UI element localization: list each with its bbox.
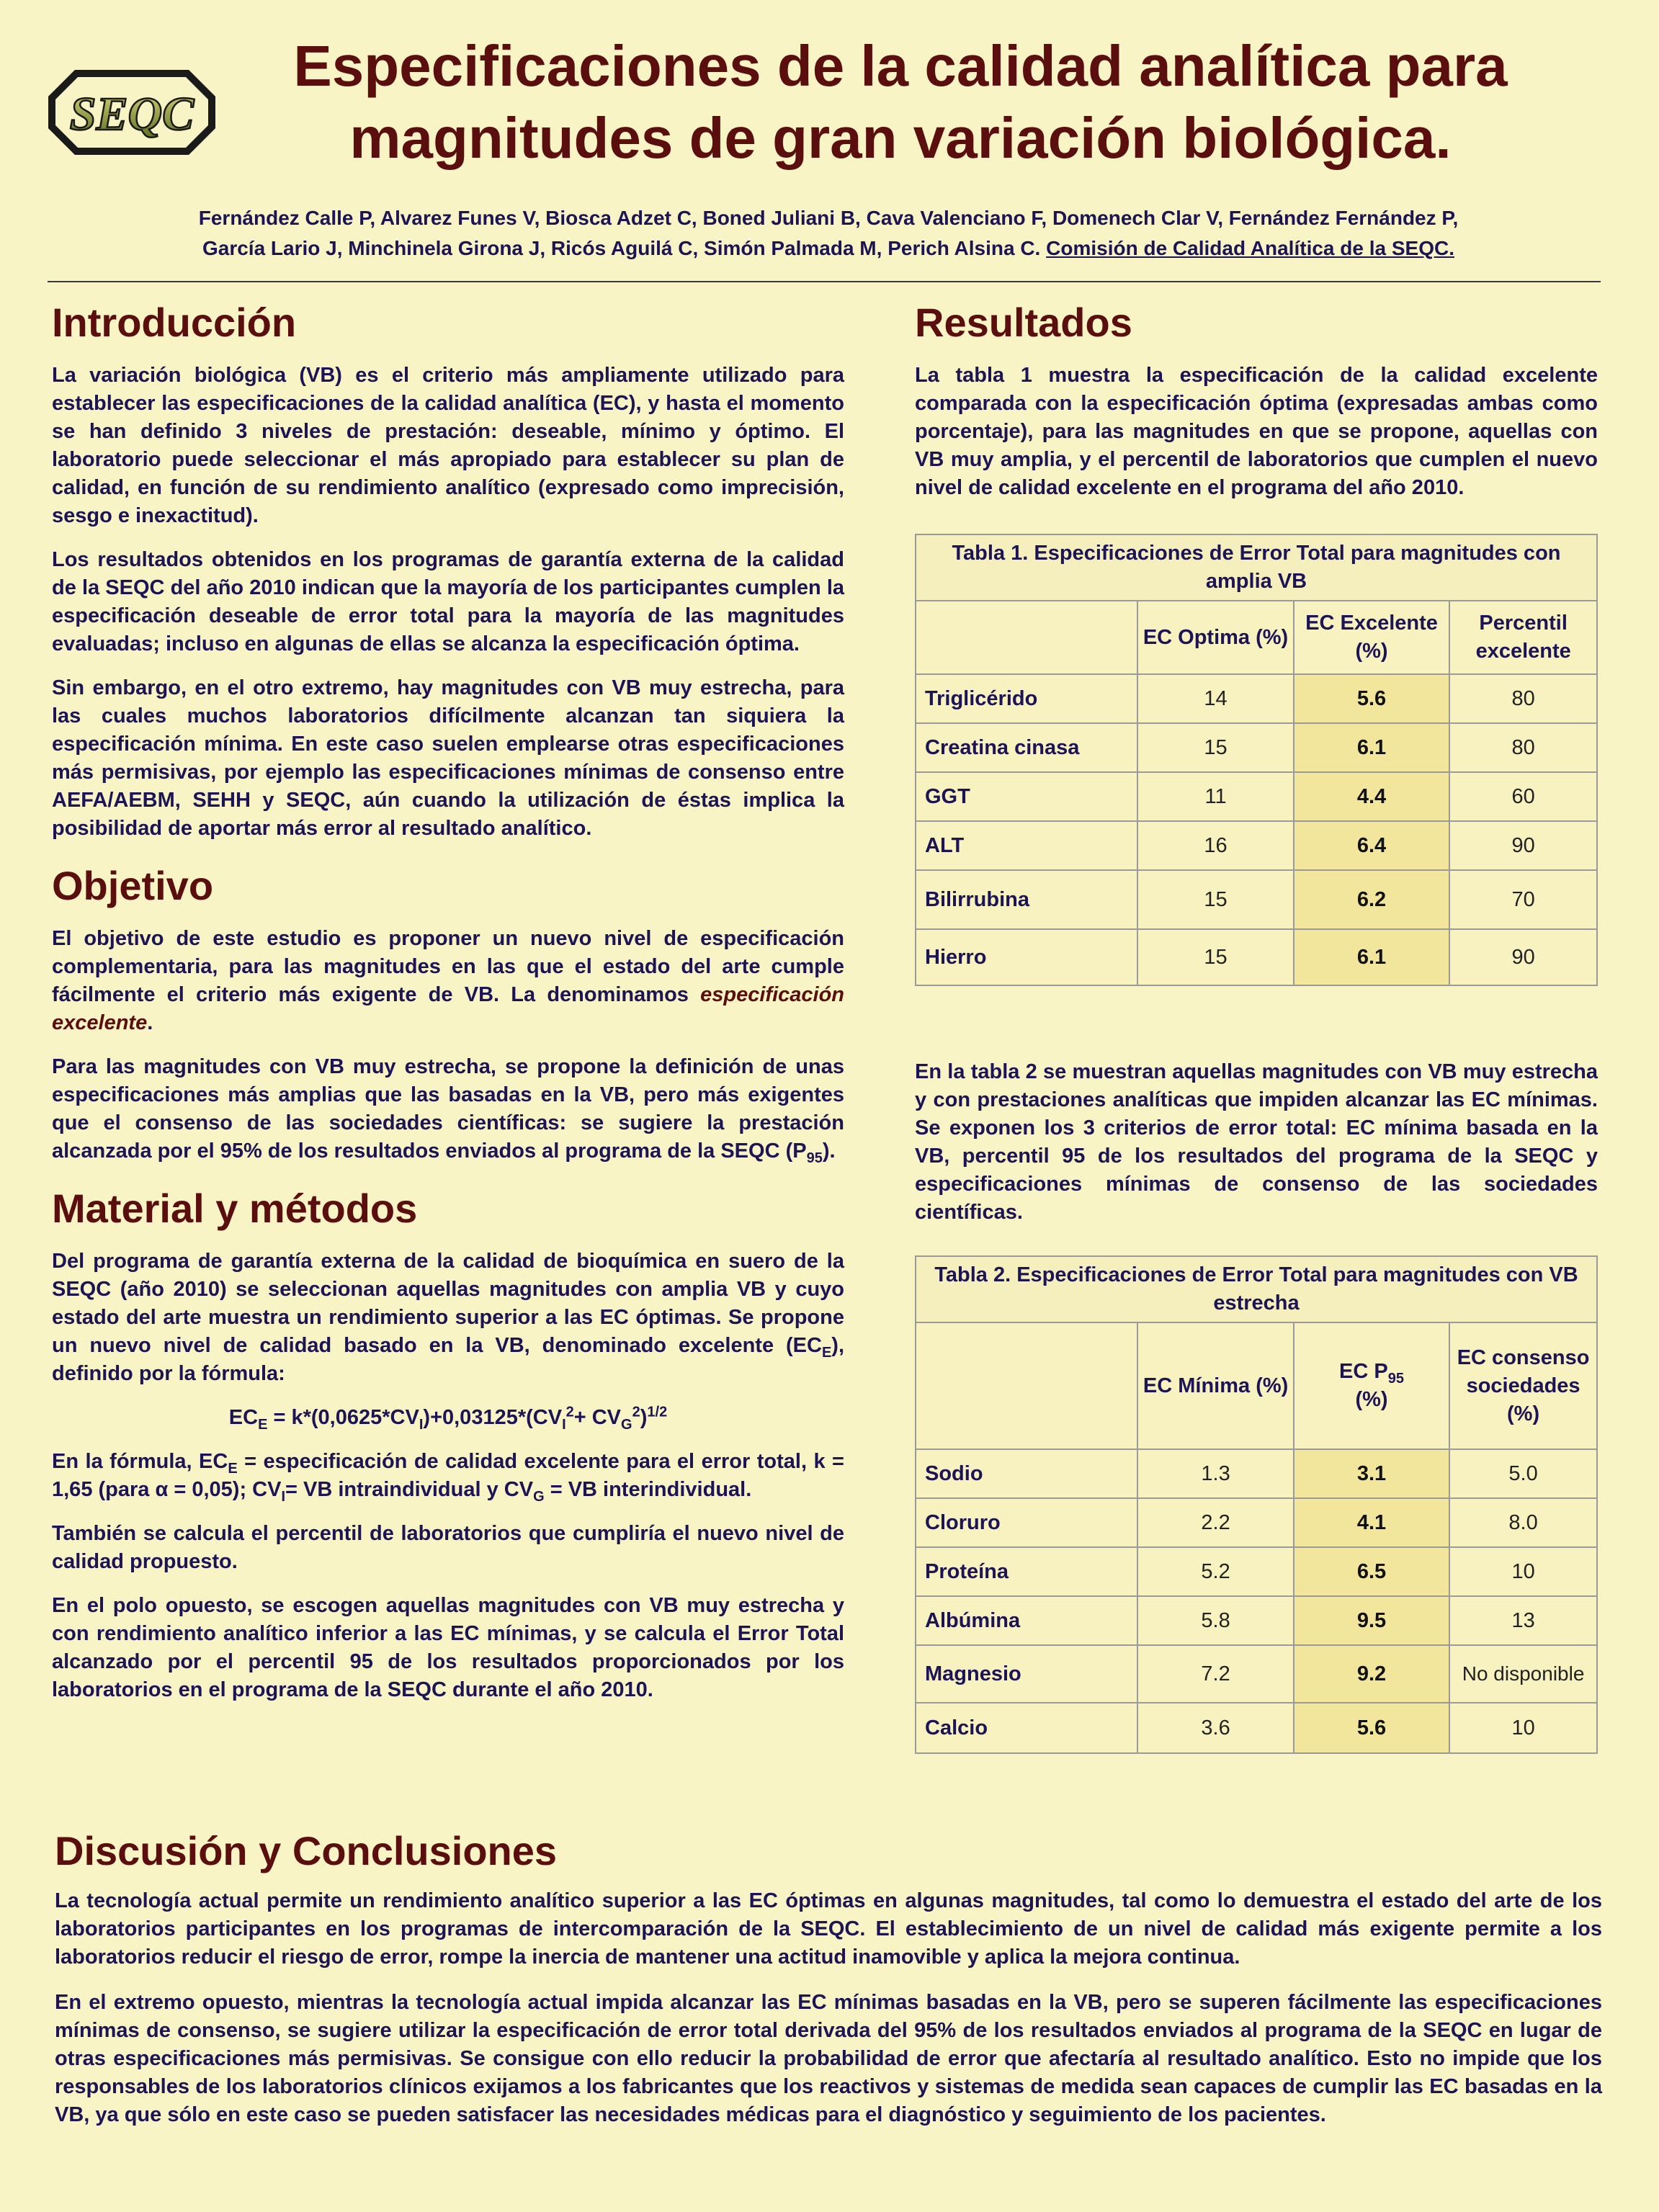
table-2-header-row (916, 1322, 1597, 1449)
authors-line-2-names: García Lario J, Minchinela Girona J, Ricós Aguilá C, Simón Palmada M, Perich Alsina C. (202, 237, 1041, 259)
table-2-body (916, 1449, 1597, 1753)
cell-b: 6.5 (1294, 1547, 1449, 1596)
r2-a: En la (915, 1060, 971, 1083)
table-2-caption-row (916, 1256, 1597, 1322)
f-plus: + CV (573, 1406, 622, 1429)
title-line-1: Especificaciones de la calidad analítica para (293, 34, 1508, 98)
table-1-caption: Tabla 1. Especificaciones de Error Total para magnitudes con amplia VB (916, 534, 1597, 601)
cell-a: 7.2 (1137, 1645, 1294, 1703)
table-1-corner (916, 601, 1137, 674)
f-i2: I (562, 1416, 566, 1433)
table-1-col-2: EC Excelente (%) (1294, 601, 1450, 674)
page-title (216, 30, 1585, 174)
metodos-heading: Material y métodos (52, 1186, 418, 1231)
objetivo-p2-end: ). (822, 1139, 836, 1163)
metodos-paragraph-3: También se calcula el percentil de laboratorios que cumpliría el nuevo nivel de calidad propuesto. (52, 1522, 844, 1573)
cell-c: 80 (1449, 674, 1597, 723)
table-1-col-1: EC Optima (%) (1137, 601, 1293, 674)
cell-a: 2.2 (1137, 1498, 1294, 1547)
commission-name: Comisión de Calidad Analítica de la SEQC. (1046, 237, 1454, 259)
cell-b: 9.2 (1294, 1645, 1449, 1703)
f-ec: EC (228, 1406, 259, 1429)
intro-section (52, 295, 844, 843)
table-row (916, 674, 1597, 723)
cell-a: 5.8 (1137, 1596, 1294, 1645)
objetivo-section (52, 859, 844, 1165)
metodos-section (52, 1181, 844, 1704)
f-mid: )+0,03125*(CV (423, 1406, 563, 1429)
f-close: ) (640, 1406, 648, 1429)
objetivo-p1-end: . (147, 1011, 153, 1034)
excelente-term: especificación excelente (52, 983, 844, 1034)
cell-c: 5.0 (1449, 1449, 1597, 1498)
intro-paragraph-1: La variación biológica (VB) es el criterio más ampliamente utilizado para establecer las especificaciones de la calidad analítica (EC), y hasta el momento se han definido 3 niveles de prestación: deseable, mínimo y óptimo. El laboratorio puede seleccionar el más apropiado para establecer su plan de calidad, en función de su rendimiento analítico (expresado como imprecisión, sesgo e inexactitud). (52, 364, 844, 527)
cell-b: 9.5 (1294, 1596, 1449, 1645)
objetivo-p2-text: Para las magnitudes con VB muy estrecha, se propone la definición de unas especificaciones más amplias que las basadas en la VB, pero más exigentes que el consenso de las sociedades científicas: se sugiere la prestación alcanzada por el 95% de los resultados enviados al programa de la SEQC (P (52, 1055, 844, 1163)
metodos-paragraph-4: En el polo opuesto, se escogen aquellas magnitudes con VB muy estrecha y con rendimiento analítico inferior a las EC mínimas, y se calcula el Error Total alcanzado por el percentil 95 de los resultados proporcionados por los laboratorios en el programa de la SEQC durante el año 2010. (52, 1594, 844, 1701)
cell-a: 3.6 (1137, 1703, 1294, 1753)
cell-c: 70 (1449, 870, 1597, 929)
ece-subscript: E (821, 1344, 832, 1361)
m2-g: G (533, 1488, 545, 1505)
authors (86, 203, 1570, 264)
cell-a: 15 (1137, 870, 1293, 929)
f-eq: = k*(0,0625*CV (267, 1406, 419, 1429)
table-2-col-2 (1294, 1322, 1449, 1449)
m2-d: = VB interindividual. (544, 1478, 752, 1501)
cell-a: 1.3 (1137, 1449, 1294, 1498)
t2c2-a: EC P (1339, 1360, 1388, 1383)
table-row (916, 1498, 1597, 1547)
cell-a: 5.2 (1137, 1547, 1294, 1596)
objetivo-paragraph-2 (52, 1053, 844, 1165)
table-row (916, 1596, 1597, 1645)
discusion-heading: Discusión y Conclusiones (55, 1828, 558, 1873)
cell-b: 5.6 (1294, 1703, 1449, 1753)
f-g: G (621, 1416, 632, 1433)
table-row (916, 870, 1597, 929)
logo-text: SEQC (69, 88, 194, 140)
table-2-caption: Tabla 2. Especificaciones de Error Total para magnitudes con VB estrecha (916, 1256, 1597, 1322)
cell-b: 3.1 (1294, 1449, 1449, 1498)
row-name: GGT (916, 772, 1137, 821)
row-name: Proteína (916, 1547, 1137, 1596)
table-2-corner (916, 1322, 1137, 1449)
cell-b: 6.2 (1294, 870, 1450, 929)
cell-c: 10 (1449, 1547, 1597, 1596)
f-half: 1/2 (647, 1404, 668, 1420)
table-row (916, 772, 1597, 821)
row-name: Triglicérido (916, 674, 1137, 723)
row-name: Hierro (916, 929, 1137, 985)
cell-b: 4.1 (1294, 1498, 1449, 1547)
m2-c: = VB intraindividual y CV (285, 1478, 534, 1501)
m2-i: I (281, 1488, 286, 1505)
table-row (916, 821, 1597, 870)
cell-c: 8.0 (1449, 1498, 1597, 1547)
tabla2-ref: tabla 2 (970, 1060, 1037, 1083)
m2-e: E (228, 1460, 238, 1477)
table-row (916, 1449, 1597, 1498)
table-row (916, 723, 1597, 772)
table-row (916, 929, 1597, 985)
metodos-p1-text: Del programa de garantía externa de la calidad de bioquímica en suero de la SEQC (año 2010) se seleccionan aquellas magnitudes con amplia VB y cuyo estado del arte muestra un rendimiento superior a las EC óptimas. Se propone un nuevo nivel de calidad basado en la VB, denominado excelente (EC (52, 1250, 844, 1357)
table-1 (915, 534, 1598, 986)
cell-c: 13 (1449, 1596, 1597, 1645)
objetivo-p1-text: El objetivo de este estudio es proponer un nuevo nivel de especificación complementaria, para las magnitudes en las que el estado del arte cumple fácilmente el criterio más exigente de VB. La denominamos (52, 927, 844, 1006)
cell-b: 4.4 (1294, 772, 1450, 821)
cell-a: 15 (1137, 929, 1293, 985)
f-e: E (258, 1416, 268, 1433)
metodos-p1-end: ), definido por la fórmula: (52, 1334, 844, 1385)
discusion-paragraph-1: La tecnología actual permite un rendimiento analítico superior a las EC óptimas en algunas magnitudes, tal como lo demuestra el estado del arte de los laboratorios participantes en los programas de intercomparación de la SEQC. El establecimiento de un nivel de calidad más exigente permite a los laboratorios reducir el riesgo de error, rompe la inercia de mantener una actitud inamovible y aplica la mejora continua. (55, 1889, 1602, 1969)
discusion-paragraph-2: En el extremo opuesto, mientras la tecnología actual impida alcanzar las EC mínimas basadas en la VB, pero se superen fácilmente las especificaciones mínimas de consenso, se sugiere utilizar la especificación de error total derivada del 95% de los resultados enviados al programa de la SEQC en lugar de otras especificaciones más permisivas. Se consigue con ello reducir la probabilidad de error que afectaría al resultado analítico. Esto no impide que los responsables de los laboratorios clínicos exijamos a los fabricantes que los reactivos y sistemas de medida sean capaces de cumplir las EC basadas en la VB, ya que sólo en este caso se pueden satisfacer las necesidades médicas para el diagnóstico y seguimiento de los pacientes. (55, 1991, 1602, 2126)
formula (52, 1404, 844, 1432)
r1-b: muestra la especificación de la calidad excelente comparada con la especificación óptima (expresadas ambas como porcentaje), para las magnitudes en que se propone, aquellas con VB muy amplia, y el percentil de laboratorios que cumplen el nuevo nivel de calidad excelente en el programa del año 2010. (915, 364, 1598, 499)
row-name: Sodio (916, 1449, 1137, 1498)
f-i1: I (419, 1416, 424, 1433)
table-2-col-3: EC consenso sociedades (%) (1449, 1322, 1597, 1449)
table-1-col-3: Percentil excelente (1449, 601, 1597, 674)
cell-c: No disponible (1449, 1645, 1597, 1703)
row-name: Bilirrubina (916, 870, 1137, 929)
seqc-logo (48, 69, 216, 156)
t2c2-b: (%) (1355, 1388, 1388, 1411)
resultados-section (915, 295, 1598, 1754)
table-1-header-row (916, 601, 1597, 674)
metodos-paragraph-2 (52, 1448, 844, 1504)
cell-a: 16 (1137, 821, 1293, 870)
table-row (916, 1547, 1597, 1596)
m2-b: = especificación de calidad excelente para el error total, k = 1,65 (para α = 0,05); CV (52, 1450, 844, 1501)
m2-a: En la fórmula, EC (52, 1450, 228, 1473)
f-sq2: 2 (632, 1404, 640, 1420)
header-divider (48, 281, 1601, 282)
title-line-2: magnitudes de gran variación biológica. (349, 106, 1452, 170)
p95-subscript: 95 (806, 1150, 823, 1166)
cell-c: 90 (1449, 929, 1597, 985)
table-row (916, 1645, 1597, 1703)
row-name: Calcio (916, 1703, 1137, 1753)
cell-a: 14 (1137, 674, 1293, 723)
cell-c: 60 (1449, 772, 1597, 821)
cell-b: 5.6 (1294, 674, 1450, 723)
cell-c: 90 (1449, 821, 1597, 870)
resultados-heading: Resultados (915, 300, 1132, 345)
row-name: Magnesio (916, 1645, 1137, 1703)
cell-c: 10 (1449, 1703, 1597, 1753)
row-name: Cloruro (916, 1498, 1137, 1547)
t2c2-sub: 95 (1387, 1370, 1404, 1387)
discusion-section (55, 1824, 1602, 2146)
objetivo-paragraph-1 (52, 925, 844, 1037)
intro-paragraph-2: Los resultados obtenidos en los programas de garantía externa de la calidad de la SEQC del año 2010 indican que la mayoría de los participantes cumplen la especificación deseable de error total para la mayoría de las magnitudes evaluadas; incluso en algunas de ellas se alcanza la especificación óptima. (52, 548, 844, 655)
objetivo-heading: Objetivo (52, 863, 214, 908)
intro-heading: Introducción (52, 300, 297, 345)
resultados-paragraph-2 (915, 1058, 1598, 1227)
row-name: Creatina cinasa (916, 723, 1137, 772)
metodos-paragraph-1 (52, 1248, 844, 1388)
row-name: ALT (916, 821, 1137, 870)
intro-paragraph-3: Sin embargo, en el otro extremo, hay magnitudes con VB muy estrecha, para las cuales muchos laboratorios difícilmente alcanzan tan siquiera la especificación mínima. En este caso suelen emplearse otras especificaciones más permisivas, por ejemplo las especificaciones mínimas de consenso entre AEFA/AEBM, SEHH y SEQC, aún cuando la utilización de éstas implica la posibilidad de aportar más error al resultado analítico. (52, 676, 844, 840)
cell-b: 6.1 (1294, 723, 1450, 772)
row-name: Albúmina (916, 1596, 1137, 1645)
cell-b: 6.4 (1294, 821, 1450, 870)
r1-a: La (915, 364, 956, 387)
authors-line-2 (86, 233, 1570, 264)
cell-a: 15 (1137, 723, 1293, 772)
table-2-col-1: EC Mínima (%) (1137, 1322, 1294, 1449)
r2-b: se muestran aquellas magnitudes con VB muy estrecha y con prestaciones analíticas que impiden alcanzar las EC mínimas. Se exponen los 3 criterios de error total: EC mínima basada en la VB, percentil 95 de los resultados del programa de la SEQC y especificaciones mínimas de consenso de las sociedades científicas. (915, 1060, 1598, 1224)
table-1-caption-row (916, 534, 1597, 601)
cell-a: 11 (1137, 772, 1293, 821)
cell-b: 6.1 (1294, 929, 1450, 985)
table-2 (915, 1255, 1598, 1754)
right-column (915, 295, 1598, 1754)
tabla1-ref: tabla 1 (955, 364, 1032, 387)
table-row (916, 1703, 1597, 1753)
left-column (52, 295, 844, 1720)
authors-line-1: Fernández Calle P, Alvarez Funes V, Biosca Adzet C, Boned Juliani B, Cava Valenciano F, Domenech Clar V, Fernández Fernández P, (198, 207, 1459, 229)
resultados-paragraph-1 (915, 362, 1598, 502)
table-1-body (916, 674, 1597, 985)
cell-c: 80 (1449, 723, 1597, 772)
f-sq1: 2 (565, 1404, 574, 1420)
